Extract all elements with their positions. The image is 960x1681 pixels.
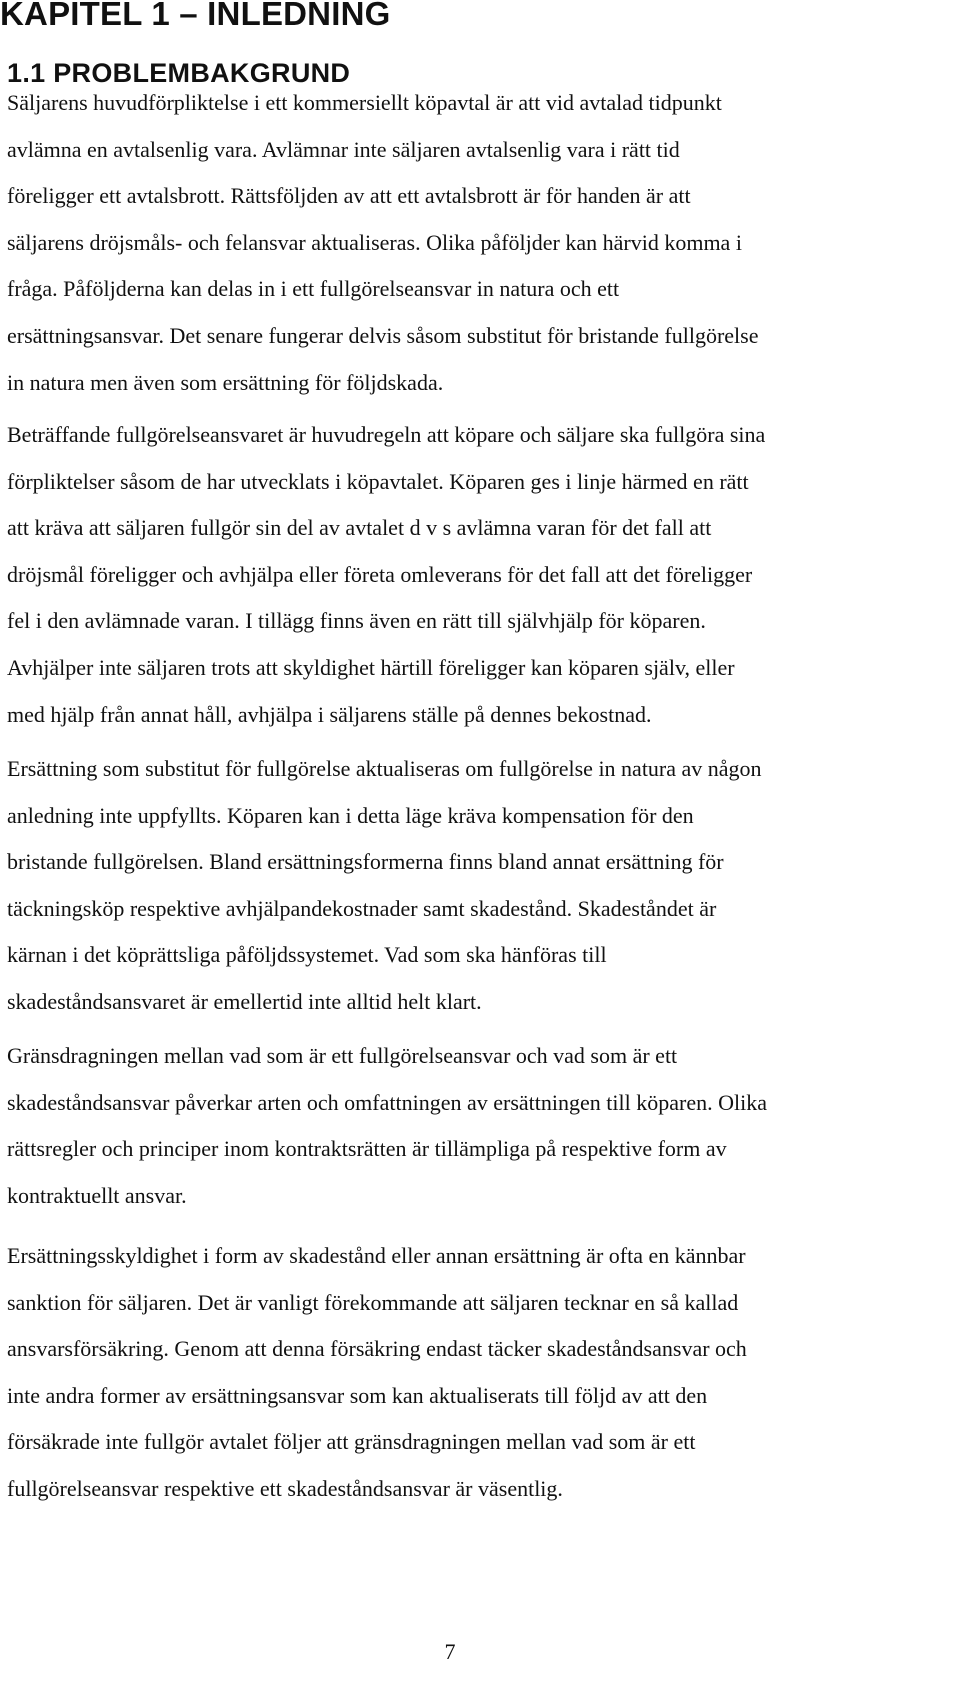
chapter-title: KAPITEL 1 – INLEDNING — [0, 0, 391, 32]
paragraph-line: Avhjälper inte säljaren trots att skyldighet härtill föreligger kan köparen själv, eller — [7, 654, 735, 680]
section-title: 1.1 PROBLEMBAKGRUND — [7, 58, 351, 88]
paragraph-1 — [7, 80, 957, 406]
paragraph-line: in natura men även som ersättning för följdskada. — [7, 369, 444, 395]
paragraph-line: fråga. Påföljderna kan delas in i ett fullgörelseansvar in natura och ett — [7, 276, 620, 302]
paragraph-line: dröjsmål föreligger och avhjälpa eller företa omleverans för det fall att det föreligger — [7, 561, 753, 587]
paragraph-line: ansvarsförsäkring. Genom att denna försäkring endast täcker skadeståndsansvar och — [7, 1336, 747, 1362]
paragraph-line: fullgörelseansvar respektive ett skadeståndsansvar är väsentlig. — [7, 1475, 563, 1501]
paragraph-line: Ersättning som substitut för fullgörelse aktualiseras om fullgörelse in natura av någon — [7, 756, 762, 781]
paragraph-line: bristande fullgörelsen. Bland ersättningsformerna finns bland annat ersättning för — [7, 849, 724, 875]
paragraph-line: skadeståndsansvar påverkar arten och omfattningen av ersättningen till köparen. Olika — [7, 1089, 767, 1115]
paragraph-line: anledning inte uppfyllts. Köparen kan i detta läge kräva kompensation för den — [7, 802, 694, 828]
paragraph-line: sanktion för säljaren. Det är vanligt förekommande att säljaren tecknar en så kallad — [7, 1289, 739, 1315]
paragraph-3 — [7, 746, 957, 1026]
paragraph-line: med hjälp från annat håll, avhjälpa i säljarens ställe på dennes bekostnad. — [7, 701, 652, 727]
paragraph-line: kärnan i det köprättsliga påföljdssystemet. Vad som ska hänföras till — [7, 942, 607, 968]
paragraph-line: Gränsdragningen mellan vad som är ett fullgörelseansvar och vad som är ett — [7, 1043, 678, 1068]
paragraph-line: fel i den avlämnade varan. I tillägg finns även en rätt till självhjälp för köparen. — [7, 608, 706, 634]
paragraph-line: försäkrade inte fullgör avtalet följer att gränsdragningen mellan vad som är ett — [7, 1429, 696, 1455]
paragraph-line: att kräva att säljaren fullgör sin del av avtalet d v s avlämna varan för det fall att — [7, 515, 712, 541]
paragraph-line: skadeståndsansvaret är emellertid inte alltid helt klart. — [7, 988, 482, 1014]
paragraph-line: ersättningsansvar. Det senare fungerar delvis såsom substitut för bristande fullgörelse — [7, 322, 759, 348]
paragraph-line: rättsregler och principer inom kontraktsrätten är tillämpliga på respektive form av — [7, 1136, 727, 1162]
paragraph-4 — [7, 1033, 957, 1219]
paragraph-line: säljarens dröjsmåls- och felansvar aktualiseras. Olika påföljder kan härvid komma i — [7, 229, 742, 255]
paragraph-line: Ersättningsskyldighet i form av skadestånd eller annan ersättning är ofta en kännbar — [7, 1243, 746, 1268]
paragraph-line: föreligger ett avtalsbrott. Rättsföljden av att ett avtalsbrott är för handen är att — [7, 183, 691, 209]
paragraph-line: avlämna en avtalsenlig vara. Avlämnar inte säljaren avtalsenlig vara i rätt tid — [7, 136, 680, 162]
paragraph-line: Säljarens huvudförpliktelse i ett kommersiellt köpavtal är att vid avtalad tidpunkt — [7, 90, 722, 115]
paragraph-2 — [7, 412, 957, 738]
page-number: 7 — [444, 1639, 456, 1664]
paragraph-line: kontraktuellt ansvar. — [7, 1182, 187, 1208]
paragraph-line: förpliktelser såsom de har utvecklats i köpavtalet. Köparen ges i linje härmed en rätt — [7, 468, 749, 494]
paragraph-line: inte andra former av ersättningsansvar som kan aktualiserats till följd av att den — [7, 1382, 708, 1408]
paragraph-5 — [7, 1233, 957, 1513]
paragraph-line: Beträffande fullgörelseansvaret är huvudregeln att köpare och säljare ska fullgöra sina — [7, 422, 766, 447]
paragraph-line: täckningsköp respektive avhjälpandekostnader samt skadestånd. Skadeståndet är — [7, 895, 717, 921]
